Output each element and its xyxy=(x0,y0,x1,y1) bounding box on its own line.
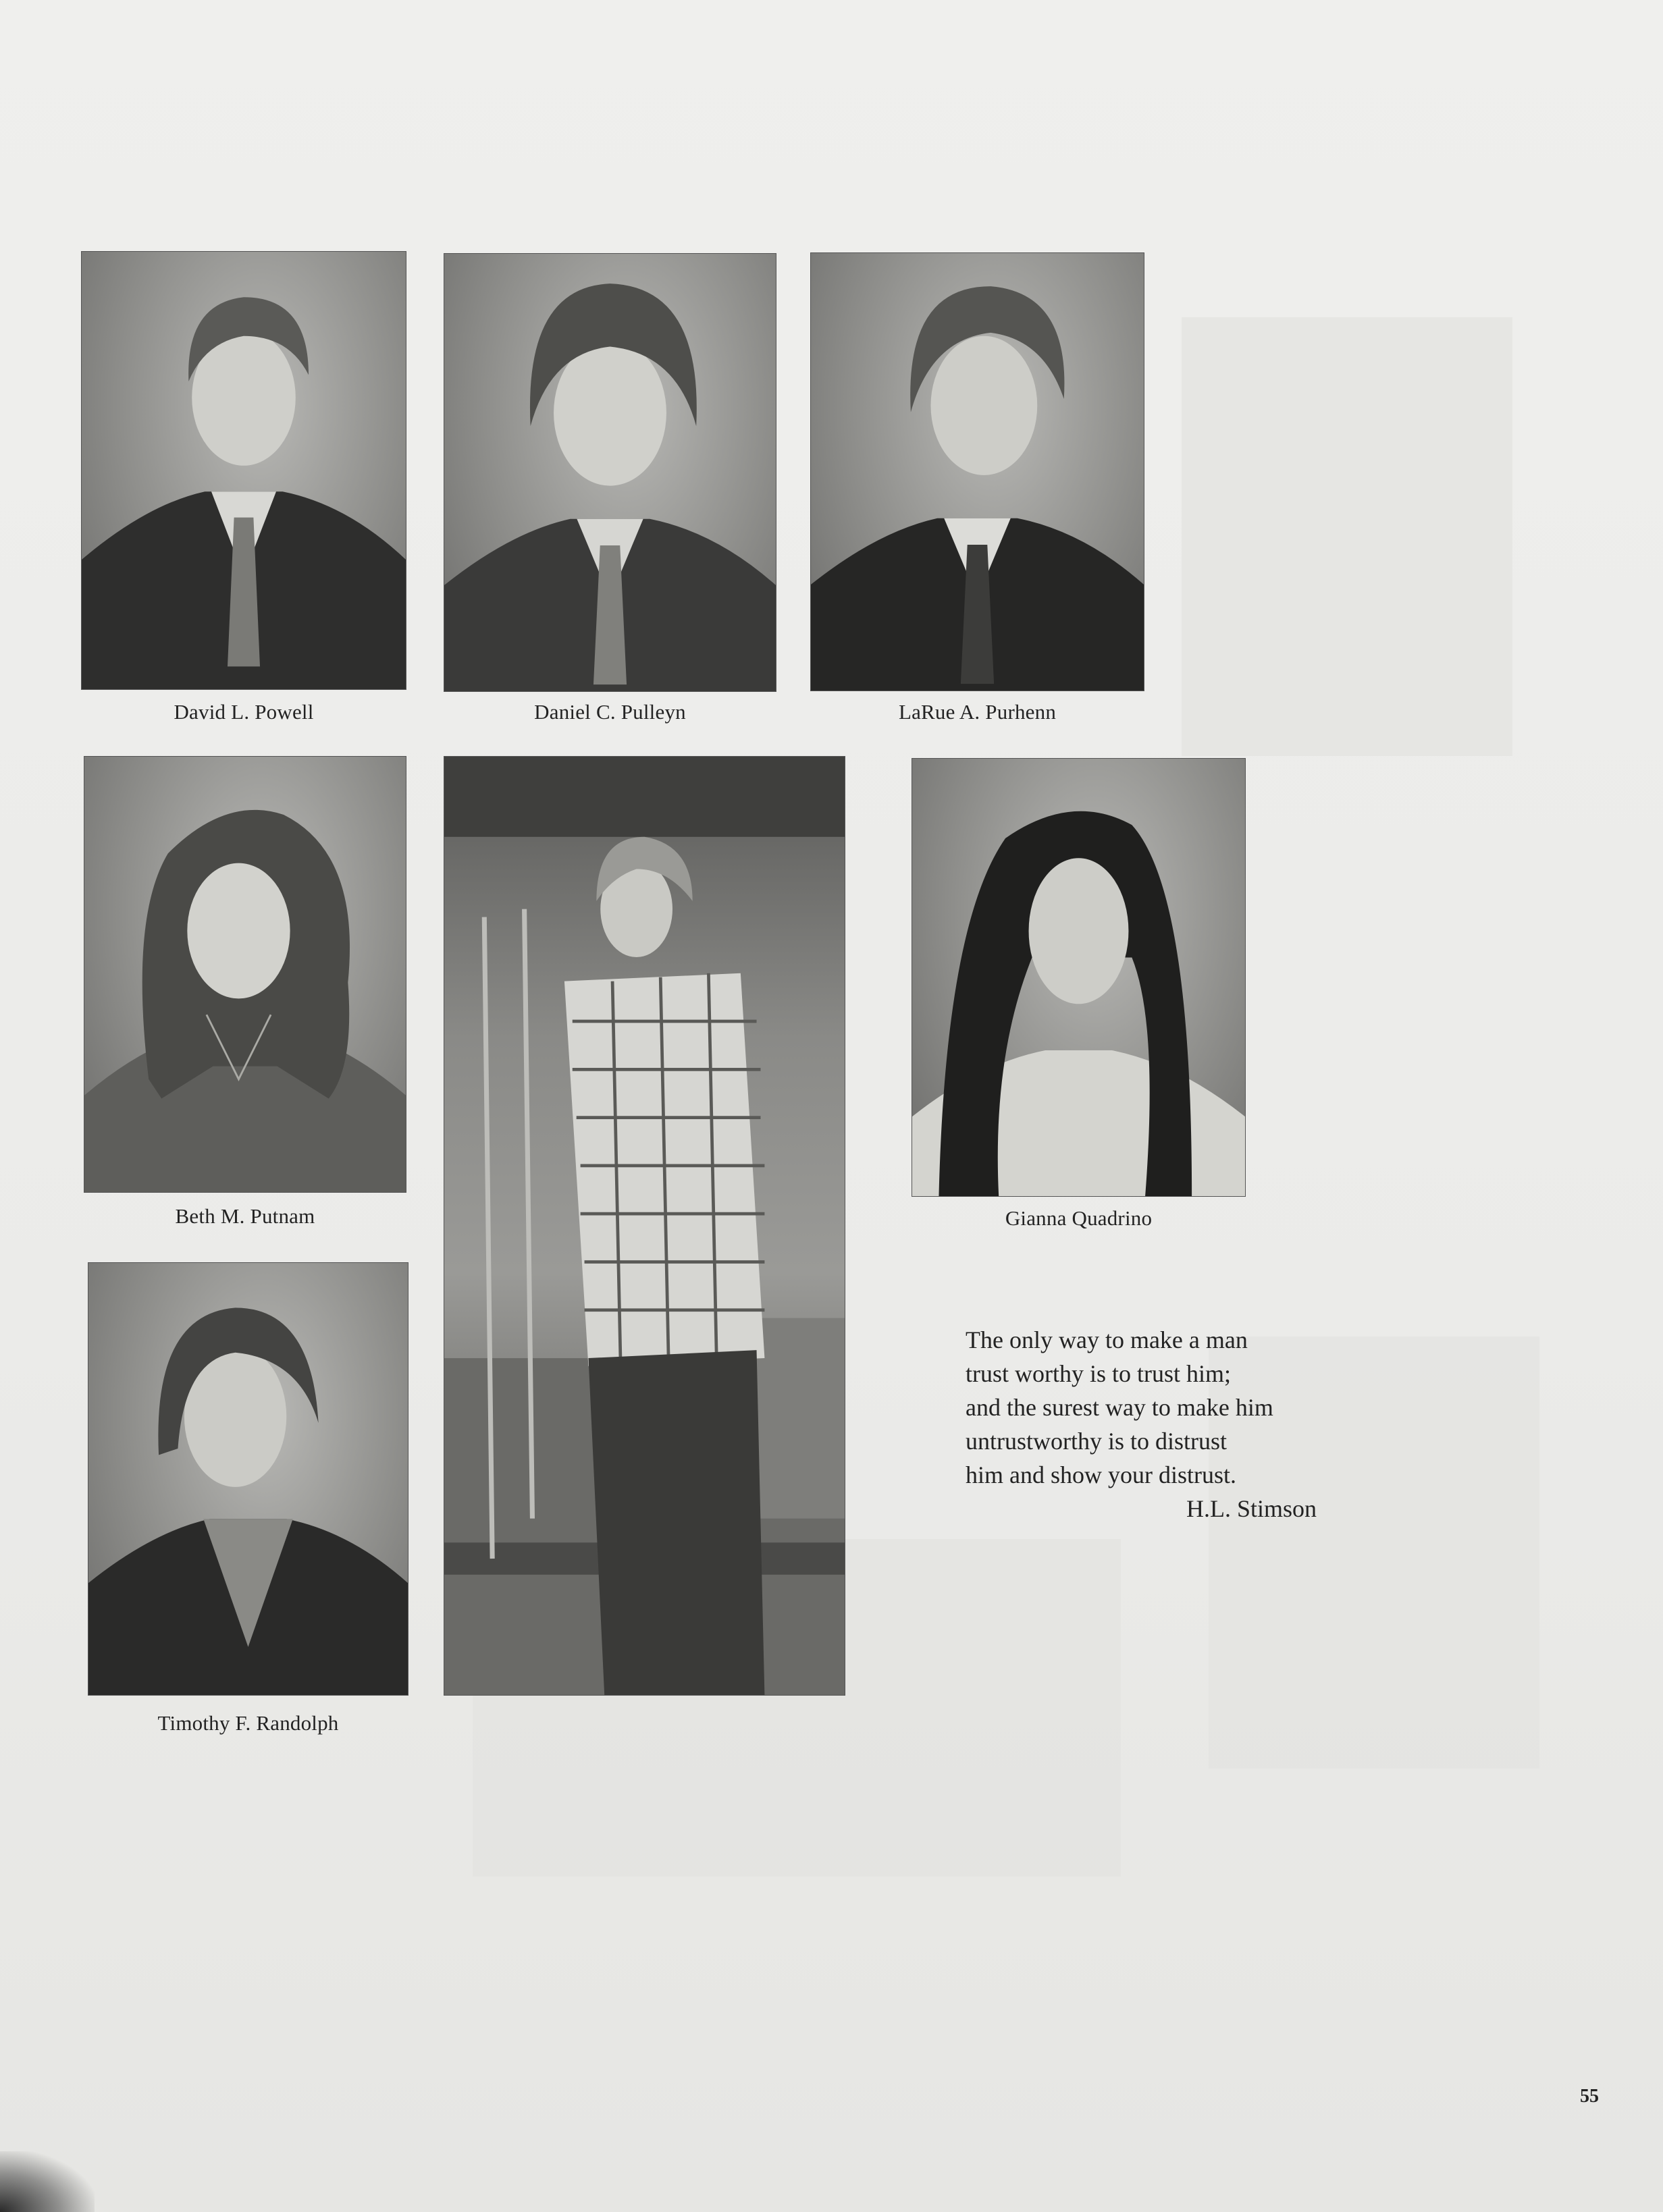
portrait-photo-timothy-randolph xyxy=(88,1262,408,1696)
quote-line: and the surest way to make him xyxy=(966,1394,1273,1421)
quote-line: him and show your distrust. xyxy=(966,1461,1236,1488)
quote-line: trust worthy is to trust him; xyxy=(966,1360,1232,1387)
quote-line: untrustworthy is to distrust xyxy=(966,1428,1228,1455)
page-number: 55 xyxy=(1580,2086,1599,2107)
page-corner-shadow xyxy=(0,2151,95,2212)
caption-gianna-quadrino: Gianna Quadrino xyxy=(1005,1206,1153,1230)
show-through-right-top xyxy=(1182,317,1512,756)
quote-block xyxy=(966,1323,1398,1526)
caption-larue-purhenn: LaRue A. Purhenn xyxy=(898,700,1057,724)
portrait-photo-beth-putnam xyxy=(84,756,406,1193)
portrait-photo-daniel-pulleyn xyxy=(444,253,776,692)
portrait-photo-larue-purhenn xyxy=(810,252,1144,691)
quote-author: H.L. Stimson xyxy=(1186,1495,1317,1522)
portrait-photo-david-powell xyxy=(81,251,406,690)
quote-line: The only way to make a man xyxy=(966,1326,1248,1353)
caption-beth-putnam: Beth M. Putnam xyxy=(175,1204,315,1228)
caption-daniel-pulleyn: Daniel C. Pulleyn xyxy=(534,700,686,724)
caption-timothy-randolph: Timothy F. Randolph xyxy=(157,1711,339,1735)
candid-photo-student-plaid-shirt xyxy=(444,756,845,1696)
portrait-photo-gianna-quadrino xyxy=(912,758,1246,1197)
caption-david-powell: David L. Powell xyxy=(174,700,314,724)
